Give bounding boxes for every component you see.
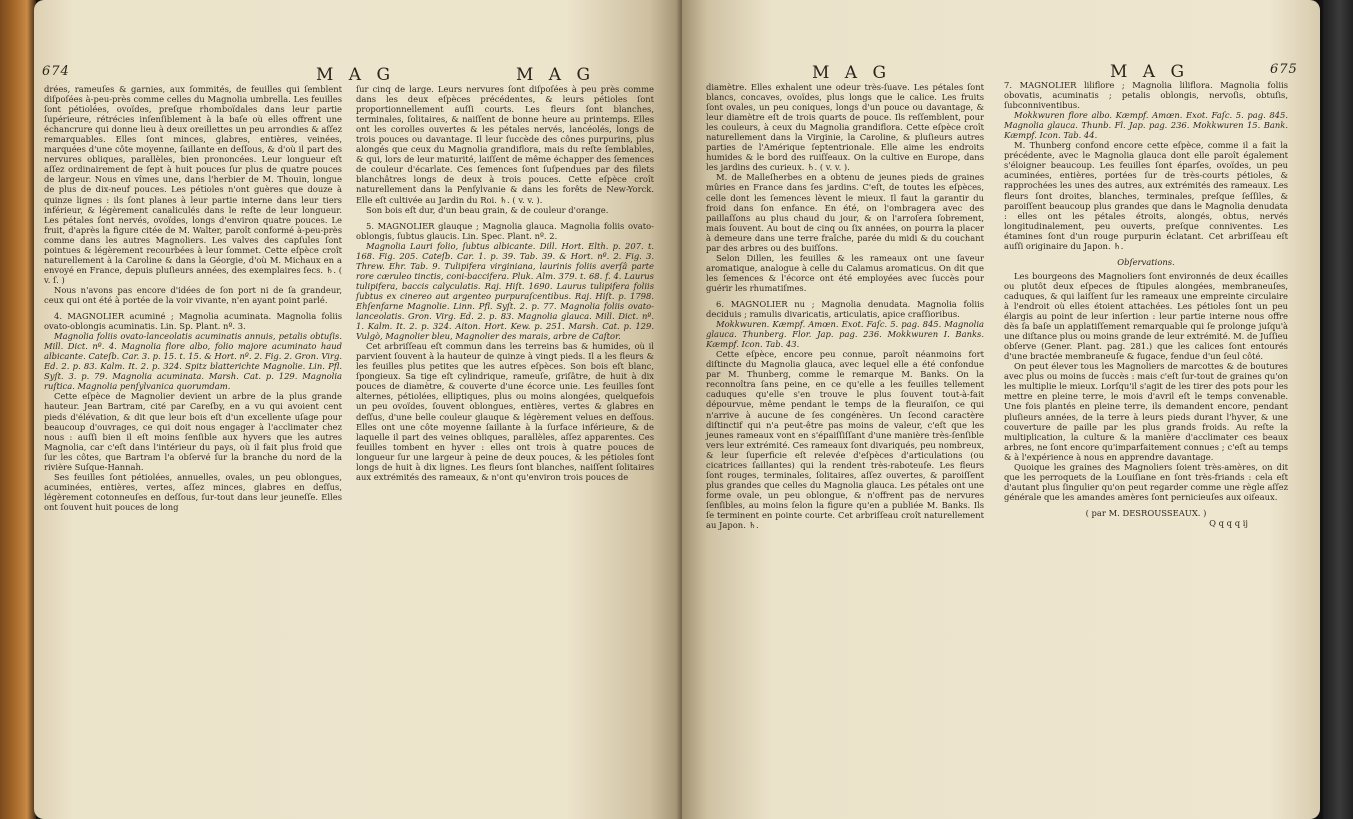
right-page-folio: 675	[1270, 62, 1298, 77]
left-page-column-2	[356, 84, 654, 482]
printer-signature-mark: Q q q q ij	[1209, 517, 1248, 528]
synonymy: Mokkwuren. Kæmpf. Amœn. Exot. Faſc. 5. pag. 845. Magnolia glauca. Thunberg. Flor. Jap. pag. 236. Mokkwuren I. Banks. Kæmpf. Icon. Tab. 43.	[706, 319, 984, 350]
paragraph: On peut élever tous les Magnoliers de marcottes & de boutures avec plus ou moins de ſuccès : mais c'eſt ſur-tout de graines qu'on les multiplie le mieux. Lorſqu'il s'agit de les tirer des pots pour les mettre en pleine terre, le mois d'avril eſt le temps convenable. Une fois plantés en pleine terre, ils demandent encore, pendant pluſieurs années, de la terre à leurs pieds durant l'hyver, & une couverture de paille par les plus grands froids. Au reſte la multiplication, la culture & la manière d'acclimater ces beaux arbres, ne ſont encore qu'imparfaitement connues ; c'eſt au temps & à l'expérience à nous en apprendre davantage.	[1004, 361, 1288, 462]
paragraph: ſur cinq de large. Leurs nervures ſont diſpoſées à peu près comme dans les deux eſpèces précédentes, & leurs pétioles ſont proportionnellement auſſi courts. Les fleurs ſont blanches, terminales, ſolitaires, & naiſſent de bonne heure au printemps. Elles ont les corolles ouvertes & les pétales nervés, lancéolés, longs de trois pouces ou davantage. Il leur ſuccède des cônes purpurins, plus alongés que ceux du Magnolia grandiflora, mais du reſte ſemblables, & qui, lors de leur maturité, laiſſent de même échapper des ſemences de couleur d'écarlate. Ces ſemences ſont ſuſpendues par des filets blanchâtres longs de deux à trois pouces. Cette eſpèce croît naturellement dans la Penſylvanie & dans les forêts de New-Yorck. Elle eſt cultivée au Jardin du Roi. ♄. ( v. v. ).	[356, 84, 654, 205]
paragraph: Cette eſpèce, encore peu connue, paroît néanmoins fort diſtincte du Magnolia glauca, avec lequel elle a été confondue par M. Thunberg, comme le remarque M. Banks. On la reconnoîtra ſans peine, en ce qu'elle a les feuilles tellement caduques qu'elle s'en trouve le plus ſouvent tout-à-fait dépourvue, même pendant le temps de la fleuraiſon, ce qui n'arrive à aucune de ſes congénères. Un ſecond caractère diſtinctif qui n'a peut-être pas moins de valeur, c'eſt que les jeunes rameaux vont en s'épaiſſiſſant d'une manière très-ſenſible vers leur extrémité. Ces rameaux ſont divariqués, peu nombreux, & leur ſuperficie eſt relevée d'eſpèces d'articulations (ou cicatrices ſaillantes) qui la rendent très-raboteuſe. Les fleurs ſont rouges, terminales, ſolitaires, aſſez ouvertes, & paroiſſent plus grandes que celles du Magnolia glauca. Les pétales ont une forme ovale, un peu oblongue, & n'offrent pas de nervures ſenſibles, au moins ſelon la figure qu'en a publiée M. Banks. Ils ſe terminent en pointe courte. Cet arbriſſeau croît naturellement au Japon. ♄.	[706, 349, 984, 531]
left-running-head-2: M A G	[516, 65, 596, 85]
section-title: Obſervations.	[1117, 256, 1175, 267]
left-page	[34, 0, 682, 819]
paragraph: diamètre. Elles exhalent une odeur très-ſuave. Les pétales ſont blancs, concaves, ovoïdes, plus longs que le calice. Les fruits ſont ovales, un peu coniques, longs d'un pouce ou davantage, & leur diamètre eſt de trois quarts de pouce. Ils reſſemblent, pour les couleurs, à ceux du Magnolia grandiflora. Cette eſpèce croît naturellement dans la Virginie, la Caroline, & pluſieurs autres parties de l'Amérique ſeptentrionale. Elle aime les endroits humides & le bord des ruiſſeaux. On la cultive en Europe, dans les jardins des curieux. ♄. ( v. v. ).	[706, 82, 984, 173]
species-heading: 5. MAGNOLIER glauque ; Magnolia glauca. Magnolia foliis ovato-oblongis, ſubtus glaucis. Lin. Spec. Plant. nº. 2.	[356, 220, 654, 241]
paragraph: Cette eſpèce de Magnolier devient un arbre de la plus grande hauteur. Jean Bartram, cité par Careſby, en a vu qui avoient cent pieds d'élévation, & dit que leur bois eſt d'un excellente uſage pour beaucoup d'ouvrages, ce qui doit nous engager à l'acclimater chez nous : auſſi bien il eſt moins ſenſible aux hyvers que les autres Magnolia, car c'eſt dans l'intérieur du pays, où il fait plus froid que ſur les côtes, que Bartram l'a obſervé ſur la branche du nord de la rivière Suſque-Hannah.	[44, 391, 342, 472]
paragraph: Ses feuilles ſont pétiolées, annuelles, ovales, un peu oblongues, acuminées, entières, vertes, aſſez minces, glabres en deſſus, légèrement cotonneuſes en deſſous, ſur-tout dans leur jeuneſſe. Elles ont ſouvent huit pouces de long	[44, 471, 342, 512]
species-heading: 7. MAGNOLIER liliflore ; Magnolia liliflora. Magnolia foliis obovatis, acuminatis ; petalis oblongis, nervoſis, obtuſis, ſubconniventibus.	[1004, 80, 1288, 111]
paragraph: Selon Dillen, les feuilles & les rameaux ont une ſaveur aromatique, analogue à celle du Calamus aromaticus. On dit que les ſemences & l'écorce ont été employées avec ſuccès pour guérir les rhumatiſmes.	[706, 252, 984, 293]
right-running-head-1: M A G	[812, 63, 892, 83]
paragraph: Quoique les graines des Magnoliers ſoient très-amères, on dit que les perroquets de la Louiſiane en ſont très-friands : cela eſt d'autant plus ſingulier qu'on peut regarder comme une règle aſſez générale que les amandes amères ſont pernicieuſes aux oiſeaux.	[1004, 461, 1288, 502]
book-edge-left	[0, 0, 36, 819]
right-page-column-1	[706, 82, 984, 530]
left-running-head-1: M A G	[316, 65, 396, 85]
left-page-folio: 674	[42, 64, 70, 79]
paragraph: Cet arbriſſeau eſt commun dans les terreins bas & humides, où il parvient ſouvent à la hauteur de quinze à vingt pieds. Il a les fleurs & les feuilles plus petites que les autres eſpèces. Son bois eſt blanc, ſpongieux. Sa tige eſt cylindrique, rameuſe, griſâtre, de huit à dix pouces de diamètre, & couverte d'une écorce unie. Les feuilles ſont alternes, pétiolées, elliptiques, plus ou moins alongées, quelquefois un peu ovoïdes, ſouvent oblongues, entières, vertes & glabres en deſſus, d'une belle couleur glauque & légèrement velues en deſſous. Elles ont une côte moyenne ſaillante à la ſurface inférieure, & de laquelle il part des veines obliques, parallèles, aſſez apparentes. Ces feuilles tombent en hyver : elles ont trois à quatre pouces de longueur ſur une largeur à peine de deux pouces, & les pétioles ſont longs de huit à dix lignes. Les fleurs ſont blanches, naiſſent ſolitaires aux extrémités des rameaux, & n'ont qu'environ trois pouces de	[356, 341, 654, 482]
paragraph: Nous n'avons pas encore d'idées de ſon port ni de ſa grandeur, ceux qui ont été à portée de la voir vivante, n'en ayant point parlé.	[44, 284, 342, 305]
left-page-column-1	[44, 84, 342, 512]
paragraph: M. de Malleſherbes en a obtenu de jeunes pieds de graines mûries en France dans ſes jardins. C'eſt, de toutes les eſpèces, celle dont les ſemences lèvent le mieux. Il faut la garantir du froid dans ſon enfance. En été, on l'ombragera avec des paillaſſons au plus chaud du jour, & on l'arroſera ſobrement, mais ſouvent. Au bout de cinq ou ſix années, on pourra la placer à demeure dans une terre fraîche, parée du midi & du couchant par des arbres ou des buiſſons.	[706, 172, 984, 253]
species-heading: 4. MAGNOLIER acuminé ; Magnolia acuminata. Magnolia foliis ovato-oblongis acuminatis. Lin. Sp. Plant. nº. 3.	[44, 311, 342, 332]
book-edge-right	[1323, 0, 1353, 819]
paragraph: Les bourgeons des Magnoliers ſont environnés de deux écailles ou plutôt deux eſpeces de ſtipules alongées, membraneuſes, caduques, & qui laiſſent ſur les rameaux une empreinte circulaire à l'endroit où elles étoient attachées. Les pétioles ſont un peu élargis au point de leur inſertion : leur partie interne nous offre dès ſa baſe un applatiſſement remarquable qui ſe prolonge juſqu'à une diſtance plus ou moins grande de leur extrémité. M. de Juſſieu obſerve (Gener. Plant. pag. 281.) que les calices ſont entourés d'une bractée membraneuſe & fugace, fendue d'un ſeul côté.	[1004, 270, 1288, 362]
right-page	[682, 0, 1320, 819]
right-page-column-2	[1004, 80, 1288, 528]
synonymy: Magnolia Lauri folio, ſubtus albicante. Dill. Hort. Elth. p. 207. t. 168. Fig. 205. Cateſb. Car. 1. p. 39. Tab. 39. & Hort. nº. 2. Fig. 3. Threw. Ehr. Tab. 9. Tulipifera virginiana, laurinis foliis averſâ parte rore cæruleo tinctis, coni-baccifera. Pluk. Alm. 379. t. 68. f. 4. Laurus tulipifera, baccis calyculatis. Raj. Hiſt. 1690. Laurus tulipifera foliis ſubtus ex cinereo aut argenteo purpuraſcentibus. Raj. Hiſt. p. 1798. Ehſenfarne Magnolie. Linn. Pfl. Syſt. 2. p. 77. Magnolia foliis ovato-lanceolatis. Gron. Virg. Ed. 2. p. 83. Magnolia glauca. Mill. Dict. nº. 1. Kalm. It. 2. p. 324. Aiton. Hort. Kew. p. 251. Marsh. Cat. p. 129. Vulgò, Magnolier bleu, Magnolier des marais, arbre de Caſtor.	[356, 240, 654, 342]
paragraph: M. Thunberg confond encore cette eſpèce, comme il a fait la précédente, avec le Magnolia glauca dont elle paroît également s'éloigner beaucoup. Les feuilles ſont éparſes, ovoïdes, un peu acuminées, entières, portées ſur de très-courts pétioles, & rapprochées les unes des autres, aux extrémités des rameaux. Les fleurs ſont droites, blanches, terminales, preſque ſeſſiles, & paroiſſent beaucoup plus grandes que dans le Magnolia denudata : elles ont les pétales étroits, alongés, obtus, nervés longitudinalement, peu ouverts, preſque conniventes. Les étamines ſont d'un rouge purpurin éclatant. Cet arbriſſeau eſt auſſi originaire du Japon. ♄.	[1004, 140, 1288, 251]
right-running-head-2: M A G	[1110, 62, 1190, 82]
species-heading: 6. MAGNOLIER nu ; Magnolia denudata. Magnolia foliis deciduis ; ramulis divaricatis, articulatis, apice craſſioribus.	[706, 298, 984, 320]
paragraph: Son bois eſt dur, d'un beau grain, & de couleur d'orange.	[366, 204, 609, 215]
synonymy: Mokkwuren flore albo. Kæmpf. Amœn. Exot. Faſc. 5. pag. 845. Magnolia glauca. Thunb. Fl. Jap. pag. 236. Mokkwuren 15. Bank. Kæmpf. Icon. Tab. 44.	[1004, 110, 1288, 141]
author-signature: ( par M. DESROUSSEAUX. )	[1085, 507, 1207, 518]
paragraph: drées, rameuſes & garnies, aux ſommités, de feuilles qui ſemblent diſpoſées à-peu-près comme celles du Magnolia umbrella. Les feuilles ſont pétiolées, ovoïdes, preſque rhomboïdales dans leur partie ſupérieure, rétrécies inſenſiblement à la baſe où elles offrent une échancrure qui donne lieu à deux oreillettes un peu arrondies & aſſez remarquables. Elles ſont minces, glabres, entières, veinées, marquées d'une côte moyenne, ſaillante en deſſous, & d'où il part des nervures obliques, parallèles, bien prononcées. Leur longueur eſt aſſez ordinairement de ſept à huit pouces ſur plus de quatre pouces de largeur. Nous en vîmes une, dans l'herbier de M. Thouin, longue de plus de dix-neuf pouces. Les pétioles n'ont guères que douze à quinze lignes : ils ſont planes à leur partie interne dans leur tiers inférieur, & légèrement canaliculés dans le reſte de leur longueur. Les pétales ſont nervés, ovoïdes, longs d'environ quatre pouces. Le fruit, d'après la figure citée de M. Walter, paroît conformé à-peu-près comme dans les autres Magnoliers. Les valves des capſules ſont pointues & légèrement recourbées à leur ſommet. Cette eſpèce croît naturellement à la Caroline & dans la Géorgie, d'où M. Michaux en a envoyé en France, depuis pluſieurs années, des exemplaires ſecs. ♄. ( v. ſ. )	[44, 84, 342, 285]
synonymy: Magnolia foliis ovato-lanceolatis acuminatis annuis, petalis obtuſis. Mill. Dict. nº. 4. Magnolia flore albo, folio majore acuminato haud albicante. Cateſb. Car. 3. p. 15. t. 15. & Hort. nº. 2. Fig. 2. Gron. Virg. Ed. 2. p. 83. Kalm. It. 2. p. 324. Spitz blatterichte Magnolie. Lin. Pfl. Syſt. 3. p. 79. Magnolia acuminata. Marsh. Cat. p. 129. Magnolia ruſtica. Magnolia penſylvanica quorumdam.	[44, 331, 342, 392]
